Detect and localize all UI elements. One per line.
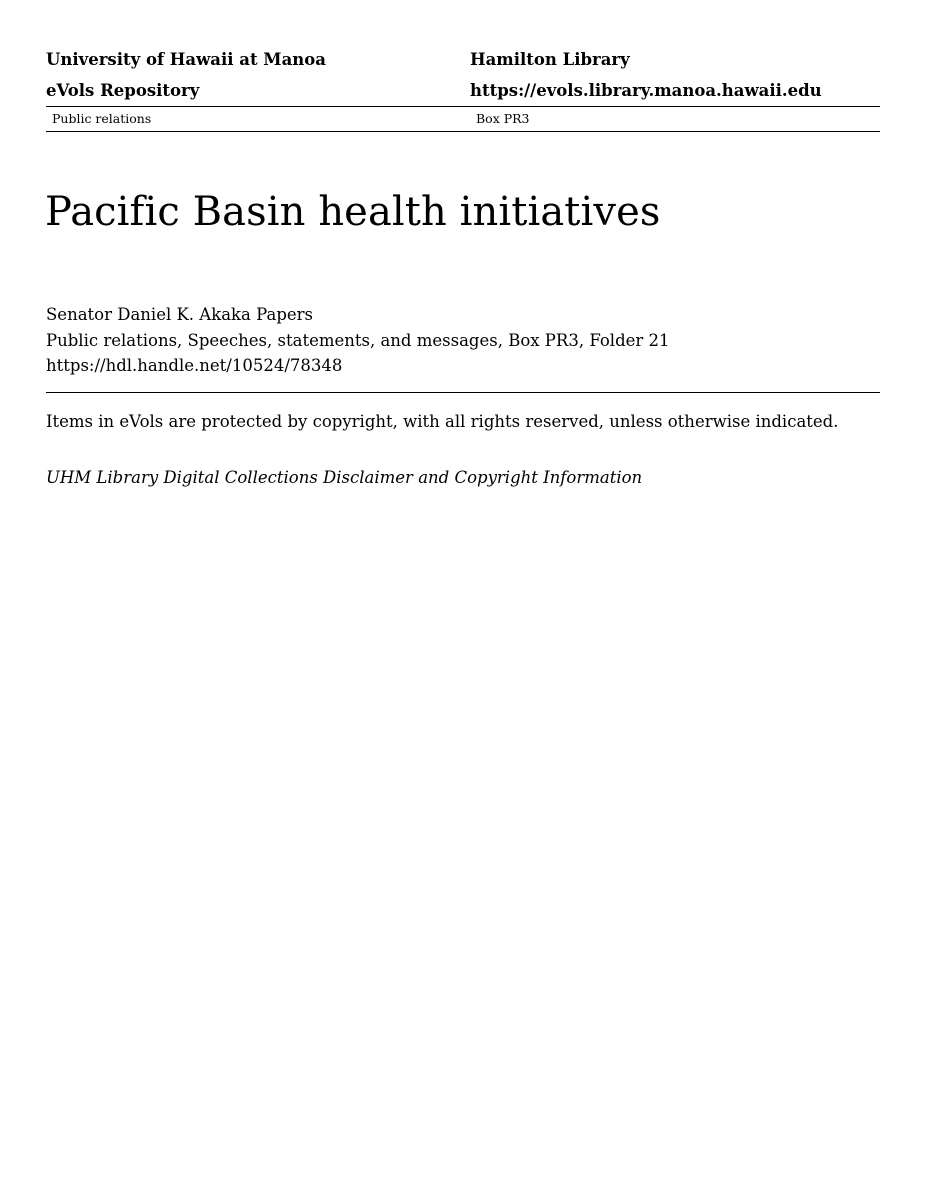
citation-handle-url[interactable]: https://hdl.handle.net/10524/78348 <box>46 356 343 376</box>
institution-name: University of Hawaii at Manoa <box>46 50 326 69</box>
page-title: Pacific Basin health initiatives <box>45 189 661 235</box>
header-row-collection <box>46 107 880 131</box>
repository-name: eVols Repository <box>46 81 200 100</box>
rights-statement: Items in eVols are protected by copyright, with all rights reserved, unless otherwise indicated. <box>46 412 839 431</box>
disclaimer-link[interactable]: UHM Library Digital Collections Disclaimer and Copyright Information <box>46 468 643 487</box>
library-name: Hamilton Library <box>470 50 630 69</box>
document-header <box>46 44 880 132</box>
citation-divider <box>46 392 880 393</box>
header-divider-bottom <box>46 131 880 132</box>
citation-divider-line <box>46 392 880 393</box>
collection-name: Public relations <box>52 111 152 126</box>
header-row-repository <box>46 75 880 106</box>
citation-block <box>46 302 880 379</box>
header-row-institution <box>46 44 880 75</box>
citation-collection: Senator Daniel K. Akaka Papers <box>46 305 314 324</box>
repository-url[interactable]: https://evols.library.manoa.hawaii.edu <box>470 81 822 100</box>
citation-series: Public relations, Speeches, statements, and messages, Box PR3, Folder 21 <box>46 330 670 350</box>
box-label: Box PR3 <box>476 111 530 126</box>
